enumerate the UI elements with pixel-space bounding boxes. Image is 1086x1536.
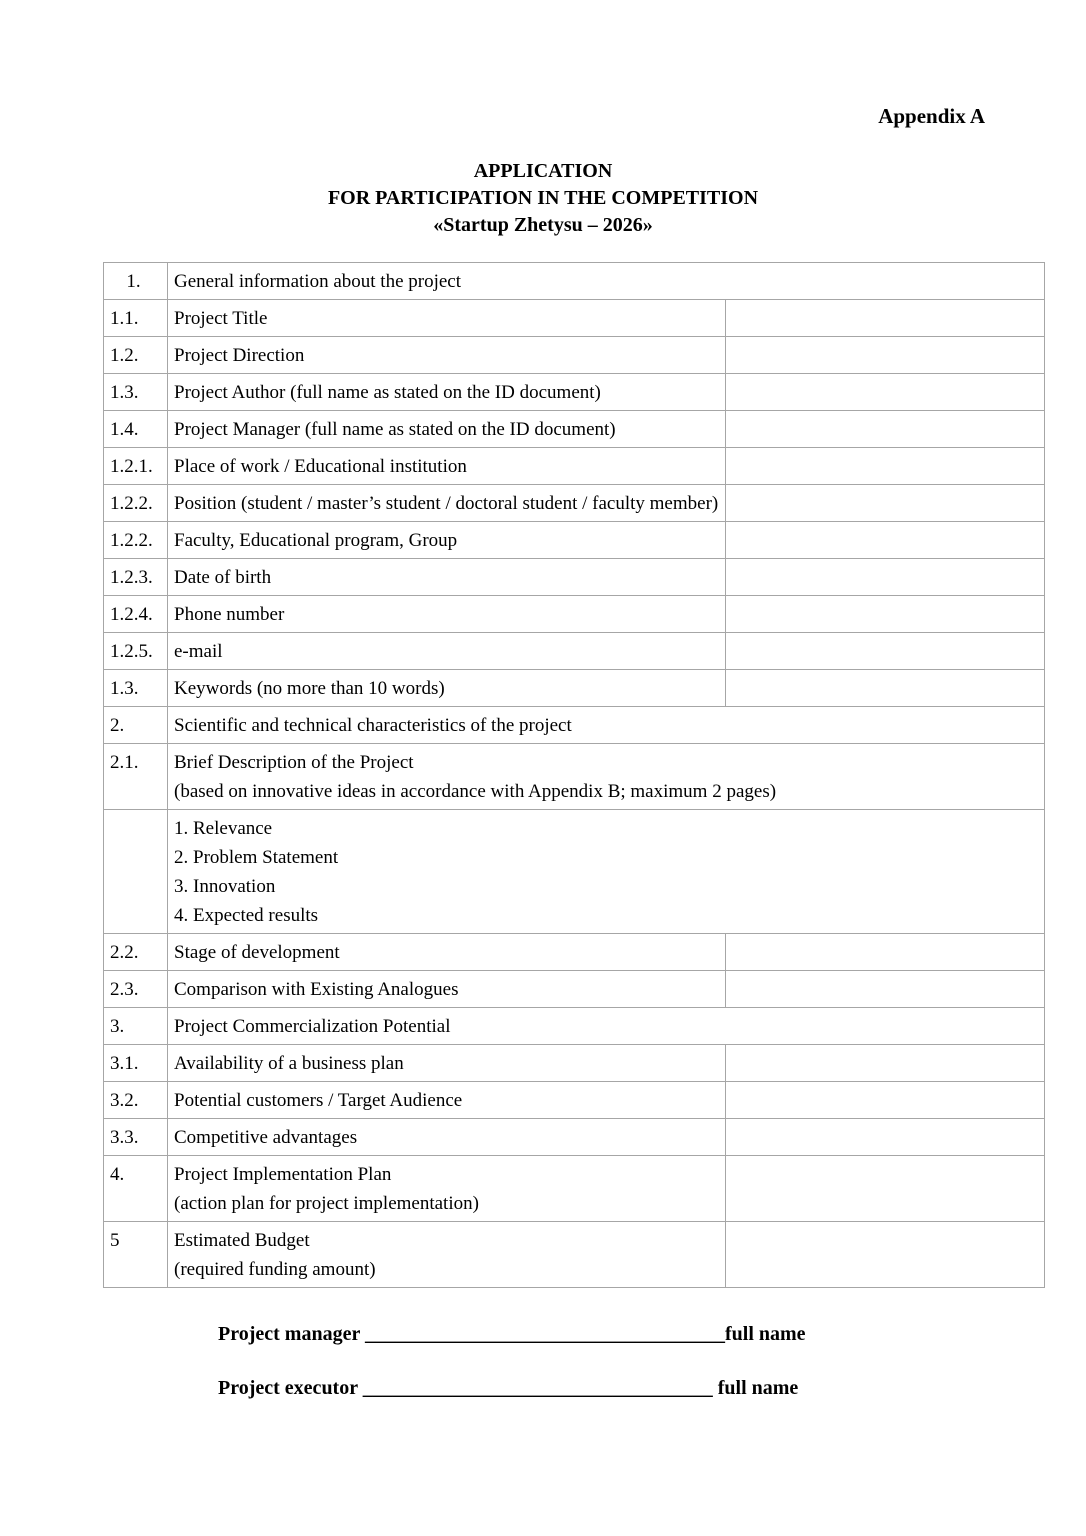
table-row (104, 1119, 1045, 1156)
row-label-line: 1. Relevance (174, 818, 273, 839)
row-label (168, 411, 726, 448)
row-label-line: Estimated Budget (174, 1230, 310, 1251)
table-row (104, 374, 1045, 411)
signature-line-project-manager: Project manager ____________________________________full name (218, 1323, 806, 1345)
title-line-2: FOR PARTICIPATION IN THE COMPETITION (327, 187, 759, 209)
row-label-line: Brief Description of the Project (174, 752, 414, 773)
row-label-line: Keywords (no more than 10 words) (174, 678, 445, 699)
table-row (104, 670, 1045, 707)
table-row (104, 633, 1045, 670)
row-value-cell (726, 1119, 1045, 1156)
row-label (168, 374, 726, 411)
row-number: 1.3. (104, 670, 168, 707)
row-label (168, 810, 1045, 934)
row-number (104, 810, 168, 934)
row-label (168, 744, 1045, 810)
row-number: 5 (104, 1222, 168, 1288)
appendix-label: Appendix A (878, 104, 985, 128)
row-value-cell (726, 411, 1045, 448)
row-label-line: Comparison with Existing Analogues (174, 979, 459, 1000)
row-number: 2.2. (104, 934, 168, 971)
table-row (104, 300, 1045, 337)
table-row (104, 1082, 1045, 1119)
table-row (104, 1156, 1045, 1222)
row-label-line: (required funding amount) (174, 1259, 376, 1280)
row-label-line: e-mail (174, 641, 223, 662)
row-number: 1.2.3. (104, 559, 168, 596)
row-value-cell (726, 1045, 1045, 1082)
table-row (104, 707, 1045, 744)
table-row (104, 337, 1045, 374)
row-number: 3.2. (104, 1082, 168, 1119)
document-title (0, 158, 1086, 239)
table-row (104, 263, 1045, 300)
row-label-line: Place of work / Educational institution (174, 456, 467, 477)
row-label-line: Project Manager (full name as stated on the ID document) (174, 419, 616, 440)
row-number: 2. (104, 707, 168, 744)
row-number: 2.3. (104, 971, 168, 1008)
row-number: 4. (104, 1156, 168, 1222)
table-row (104, 1008, 1045, 1045)
table-row (104, 522, 1045, 559)
row-number: 1.2.5. (104, 633, 168, 670)
table-body (104, 263, 1045, 1288)
row-value-cell (726, 633, 1045, 670)
row-value-cell (726, 934, 1045, 971)
row-label-line: Potential customers / Target Audience (174, 1090, 463, 1111)
row-number: 1.2.2. (104, 522, 168, 559)
row-value-cell (726, 1082, 1045, 1119)
row-value-cell (726, 1156, 1045, 1222)
row-label (168, 707, 1045, 744)
row-number: 3. (104, 1008, 168, 1045)
row-label-line: Project Author (full name as stated on the ID document) (174, 382, 601, 403)
row-value-cell (726, 485, 1045, 522)
row-label (168, 670, 726, 707)
signature-line-project-executor: Project executor ___________________________________ full name (218, 1377, 799, 1399)
row-label (168, 522, 726, 559)
row-label-line: Project Implementation Plan (174, 1164, 392, 1185)
row-label (168, 263, 1045, 300)
row-label-line: Scientific and technical characteristics of the project (174, 715, 572, 736)
row-value-cell (726, 300, 1045, 337)
row-label-line: (action plan for project implementation) (174, 1193, 479, 1214)
row-number: 1.2.4. (104, 596, 168, 633)
row-label-line: General information about the project (174, 271, 462, 292)
table-row (104, 971, 1045, 1008)
row-label (168, 300, 726, 337)
row-value-cell (726, 448, 1045, 485)
row-label (168, 485, 726, 522)
row-value-cell (726, 596, 1045, 633)
table-row (104, 810, 1045, 934)
title-line-1: APPLICATION (473, 160, 613, 182)
table-row (104, 485, 1045, 522)
row-label (168, 1082, 726, 1119)
row-label-line: (based on innovative ideas in accordance with Appendix B; maximum 2 pages) (174, 781, 777, 802)
row-label (168, 596, 726, 633)
row-label (168, 1008, 1045, 1045)
row-number: 1.4. (104, 411, 168, 448)
row-label (168, 559, 726, 596)
row-number: 3.3. (104, 1119, 168, 1156)
row-label (168, 1045, 726, 1082)
row-label-line: 3. Innovation (174, 876, 276, 897)
row-label-line: Date of birth (174, 567, 272, 588)
row-label-line: 4. Expected results (174, 905, 319, 926)
row-label-line: Position (student / master’s student / doctoral student / faculty member) (174, 493, 719, 514)
row-label (168, 337, 726, 374)
application-form-table (103, 262, 1045, 1288)
row-label (168, 448, 726, 485)
row-value-cell (726, 670, 1045, 707)
row-label (168, 934, 726, 971)
row-label-line: Availability of a business plan (174, 1053, 404, 1074)
row-label (168, 971, 726, 1008)
row-number: 1.2. (104, 337, 168, 374)
table-row (104, 1045, 1045, 1082)
row-value-cell (726, 971, 1045, 1008)
row-label (168, 1156, 726, 1222)
row-number: 2.1. (104, 744, 168, 810)
row-number: 1. (104, 263, 168, 300)
row-value-cell (726, 337, 1045, 374)
row-label-line: 2. Problem Statement (174, 847, 339, 868)
row-value-cell (726, 374, 1045, 411)
row-number: 3.1. (104, 1045, 168, 1082)
row-value-cell (726, 1222, 1045, 1288)
row-label-line: Phone number (174, 604, 285, 625)
row-number: 1.2.1. (104, 448, 168, 485)
row-label (168, 633, 726, 670)
table-row (104, 559, 1045, 596)
row-label-line: Project Commercialization Potential (174, 1016, 451, 1037)
table-row (104, 596, 1045, 633)
table-row (104, 934, 1045, 971)
row-label (168, 1119, 726, 1156)
row-label (168, 1222, 726, 1288)
row-label-line: Project Title (174, 308, 268, 329)
row-label-line: Competitive advantages (174, 1127, 358, 1148)
table-row (104, 1222, 1045, 1288)
row-number: 1.3. (104, 374, 168, 411)
row-number: 1.1. (104, 300, 168, 337)
row-value-cell (726, 559, 1045, 596)
row-number: 1.2.2. (104, 485, 168, 522)
title-line-3: «Startup Zhetysu – 2026» (433, 214, 653, 236)
row-label-line: Stage of development (174, 942, 340, 963)
table-row (104, 744, 1045, 810)
row-label-line: Faculty, Educational program, Group (174, 530, 458, 551)
table-row (104, 411, 1045, 448)
row-label-line: Project Direction (174, 345, 305, 366)
row-value-cell (726, 522, 1045, 559)
table-row (104, 448, 1045, 485)
